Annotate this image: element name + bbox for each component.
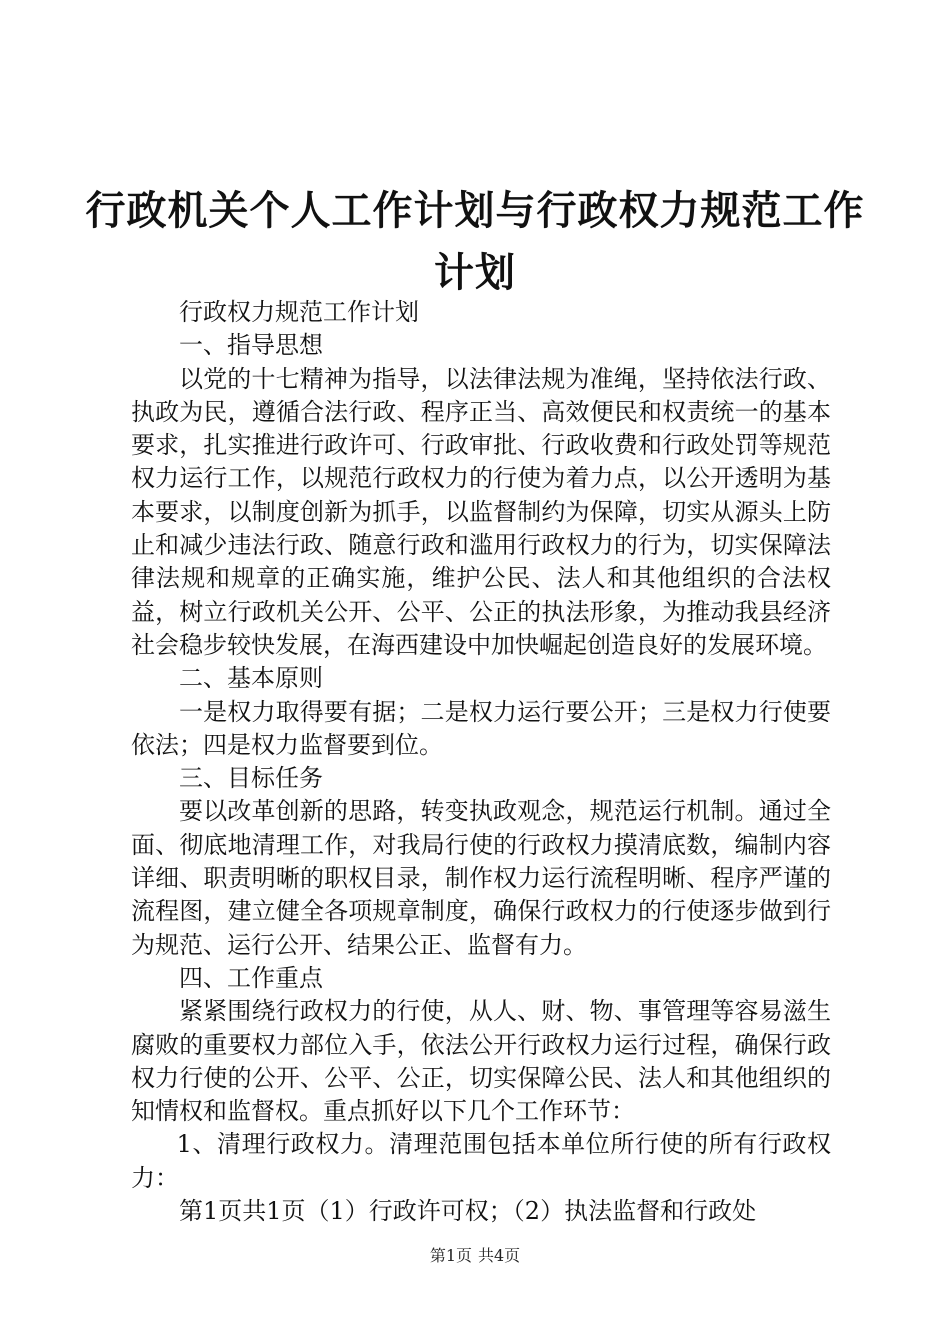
section-heading: 四、工作重点 — [179, 963, 323, 992]
document-body — [131, 296, 831, 1228]
section-paragraph: 一是权力取得要有据；二是权力运行要公开；三是权力行使要依法；四是权力监督要到位。 — [131, 697, 831, 759]
section-paragraph: 紧紧围绕行政权力的行使，从人、财、物、事管理等容易滋生腐败的重要权力部位入手，依法公开行政权力运行过程，确保行政权力行使的公开、公平、公正，切实保障公民、法人和其他组织的知情权和监督权。重点抓好以下几个工作环节： — [131, 997, 831, 1126]
section-paragraph: 以党的十七精神为指导，以法律法规为准绳，坚持依法行政、执政为民，遵循合法行政、程序正当、高效便民和权责统一的基本要求，扎实推进行政许可、行政审批、行政收费和行政处罚等规范权力运行工作，以规范行政权力的行使为着力点，以公开透明为基本要求，以制度创新为抓手，以监督制约为保障，切实从源头上防止和减少违法行政、随意行政和滥用行政权力的行为，切实保障法律法规和规章的正确实施，维护公民、法人和其他组织的合法权益，树立行政机关公开、公平、公正的执法形象，为推动我县经济社会稳步较快发展，在海西建设中加快崛起创造良好的发展环境。 — [131, 364, 831, 659]
document-title: 行政机关个人工作计划与行政权力规范工作计划 — [85, 187, 865, 296]
section-paragraph: 第1页共1页（1）行政许可权；（2）执法监督和行政处 — [179, 1197, 757, 1226]
section-heading: 三、目标任务 — [179, 764, 323, 793]
section-heading: 一、指导思想 — [179, 331, 323, 360]
section-paragraph: 1、清理行政权力。清理范围包括本单位所行使的所有行政权力： — [131, 1130, 831, 1192]
section-heading: 二、基本原则 — [179, 664, 323, 693]
page-footer — [0, 1243, 950, 1266]
page-total: 共4页 — [478, 1246, 521, 1265]
page-number: 第1页 — [429, 1246, 472, 1265]
document-subtitle: 行政权力规范工作计划 — [179, 298, 419, 326]
section-paragraph: 要以改革创新的思路，转变执政观念，规范运行机制。通过全面、彻底地清理工作，对我局行使的行政权力摸清底数，编制内容详细、职责明晰的职权目录，制作权力运行流程明晰、程序严谨的流程图，建立健全各项规章制度，确保行政权力的行使逐步做到行为规范、运行公开、结果公正、监督有力。 — [131, 797, 831, 959]
